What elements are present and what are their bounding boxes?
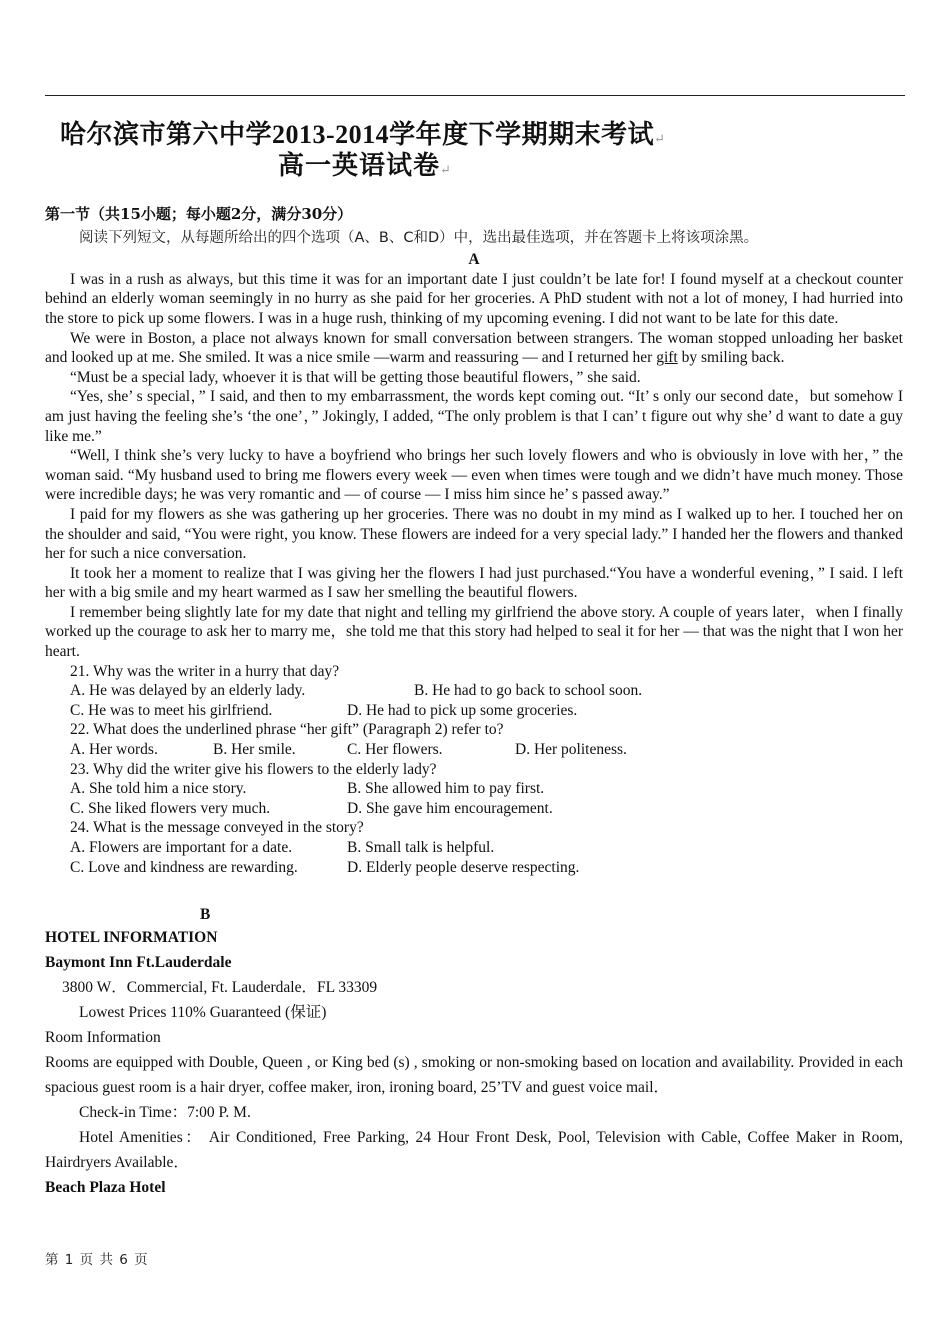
hotel-info-heading: HOTEL INFORMATION [45, 928, 218, 946]
room-info-text: Rooms are equipped with Double, Queen , or King bed (s) , smoking or non-smoking based on location and availability. Provided in each spacious guest room is a hair dryer, coffee maker, iron, ironing board, 25’TV and guest voice mail． [45, 1053, 903, 1096]
hotel-amenities: Hotel Amenities： Air Conditioned, Free Parking, 24 Hour Front Desk, Pool, Television with Cable, Coffee Maker in Room, Hairdryers Available． [45, 1128, 903, 1171]
passage-a-paragraph-8: I remember being slightly late for my date that night and telling my girlfriend the above story. A couple of years later，when I finally worked up the courage to ask her to marry me，she told me that this story had helped to seal it for her — that was the night that I won her heart. [45, 603, 903, 661]
option-c[interactable]: C. Her flowers. [347, 741, 443, 759]
hotel-2-name: Beach Plaza Hotel [45, 1178, 166, 1196]
question-21: 21. Why was the writer in a hurry that day? [70, 662, 340, 680]
passage-a-paragraph-5: “Well, I think she’s very lucky to have a boyfriend who brings her such lovely flowers and who is obviously in love with her，” the woman said. “My husband used to bring me flowers every week — even when times were tough and we didn’t have much money. Those were incredible days; he was very romantic and — of course — I miss him since he’ s passed away.” [45, 447, 903, 504]
question-21-options-row2 [45, 701, 903, 721]
option-b[interactable]: B. He had to go back to school soon. [414, 682, 643, 700]
question-22-options [45, 740, 903, 760]
option-b[interactable]: B. Small talk is helpful. [347, 839, 495, 856]
top-rule [45, 95, 905, 96]
question-24-options-row1 [45, 838, 903, 858]
passage-b-letter: B [200, 906, 211, 924]
question-23-options-row1 [45, 779, 903, 799]
hotel-information [45, 925, 903, 1200]
option-b[interactable]: B. Her smile. [213, 741, 296, 759]
option-a[interactable]: A. She told him a nice story. [70, 780, 247, 798]
option-d[interactable]: D. He had to pick up some groceries. [347, 701, 578, 719]
room-info-label: Room Information [45, 1028, 161, 1046]
underlined-phrase: gift [656, 349, 678, 367]
option-a[interactable]: A. Flowers are important for a date. [70, 839, 293, 856]
passage-a-paragraph-4: “Yes, she’ s special，” I said, and then to my embarrassment, the words kept coming out. “It’ s only our second date，but somehow I am just having the feeling she’s ‘the one’，” Jokingly, I added, “The only problem is that I can’ t figure out why she’ d want to date a guy like me.” [45, 388, 903, 445]
option-c[interactable]: C. She liked flowers very much. [70, 799, 271, 817]
checkin-time: Check-in Time：7:00 P. M. [79, 1103, 251, 1121]
passage-a-paragraph-2: We were in Boston, a place not always known for small conversation between strangers. The woman stopped unloading her basket and looked up at me. She smiled. It was a nice smile —warm and reassuring — and I returned her gift by smiling back. [45, 329, 903, 367]
passage-a-paragraph-7: It took her a moment to realize that I was giving her the flowers I had just purchased.“You have a wonderful evening，” I said. I left her with a big smile and my heart warmed as I saw her smelling the beautiful flowers. [45, 564, 903, 602]
question-23: 23. Why did the writer give his flowers to the elderly lady? [70, 760, 437, 778]
option-c[interactable]: C. He was to meet his girlfriend. [70, 701, 273, 719]
passage-a-letter: A [468, 251, 480, 269]
question-22: 22. What does the underlined phrase “her gift” (Paragraph 2) refer to? [70, 721, 504, 739]
option-d[interactable]: D. Her politeness. [515, 741, 627, 759]
passage-a-paragraph-3: “Must be a special lady, whoever it is that will be getting those beautiful flowers，” she said. [70, 368, 641, 386]
hotel-1-name: Baymont Inn Ft.Lauderdale [45, 953, 232, 971]
exam-content [45, 205, 903, 1200]
paragraph-mark-icon: ↵ [654, 131, 666, 146]
option-d[interactable]: D. Elderly people deserve respecting. [347, 858, 580, 876]
question-24-options-row2 [45, 858, 903, 878]
hotel-1-address: 3800 W．Commercial, Ft. Lauderdale．FL 33309 [62, 978, 378, 996]
paragraph-mark-icon: ↵ [440, 162, 452, 177]
option-a[interactable]: A. He was delayed by an elderly lady. [70, 682, 306, 700]
exam-subtitle: 高一英语试卷↵ [278, 151, 452, 180]
question-23-options-row2 [45, 799, 903, 819]
passage-a-paragraph-6: I paid for my flowers as she was gathering up her groceries. There was no doubt in my mind as I walked up to her. I touched her on the shoulder and said, “You were right, you know. These flowers are indeed for a very special lady.” I handed her the flowers and thanked her for such a nice conversation. [45, 505, 903, 563]
question-24: 24. What is the message conveyed in the story? [70, 819, 364, 837]
page-footer: 第 1 页 共 6 页 [45, 1252, 149, 1268]
passage-a-paragraph-1: I was in a rush as always, but this time it was for an important date I just couldn’t be late for! I found myself at a checkout counter behind an elderly woman seemingly in no hurry as she paid for her groceries. A PhD student with not a lot of money, I had hurried into the store to pick up some flowers. I was in a huge rush, thinking of my upcoming evening. I did not want to be late for this date. [45, 270, 903, 327]
option-c[interactable]: C. Love and kindness are rewarding. [70, 858, 298, 876]
exam-title: 哈尔滨市第六中学2013-2014学年度下学期期末考试↵ [60, 120, 666, 149]
option-b[interactable]: B. She allowed him to pay first. [347, 780, 545, 798]
section-instruction: 阅读下列短文，从每题所给出的四个选项（A、B、C和D）中，选出最佳选项，并在答题卡上将该项涂黑。 [79, 229, 759, 246]
section-heading: 第一节（共15小题；每小题2分，满分30分） [45, 205, 353, 223]
hotel-1-prices: Lowest Prices 110% Guaranteed (保证) [79, 1003, 327, 1021]
option-d[interactable]: D. She gave him encouragement. [347, 799, 553, 817]
question-21-options-row1 [45, 681, 903, 701]
option-a[interactable]: A. Her words. [70, 741, 158, 759]
